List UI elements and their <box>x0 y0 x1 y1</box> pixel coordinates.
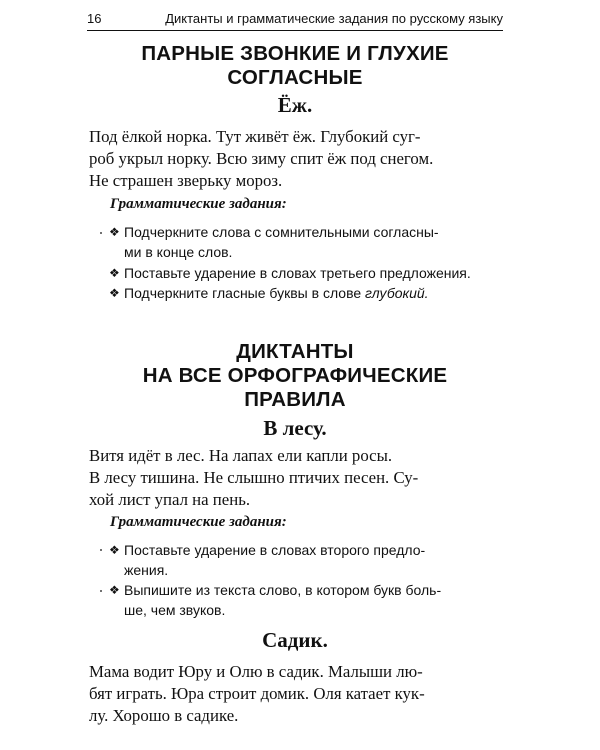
diamond-bullet-icon: ❖ <box>109 286 120 300</box>
diamond-bullet-icon: ❖ <box>109 225 120 239</box>
task-line: Поставьте ударение в словах третьего предложения. <box>124 265 471 281</box>
running-title: Диктанты и грамматические задания по русскому языку <box>165 11 503 26</box>
task-line: Выпишите из текста слово, в котором букв боль- <box>124 582 442 598</box>
diamond-bullet-icon: ❖ <box>109 266 120 280</box>
diamond-bullet-icon: ❖ <box>109 583 120 597</box>
section-title-paired-consonants <box>87 42 503 90</box>
margin-dot <box>100 232 102 234</box>
task-line: жения. <box>124 562 169 578</box>
task-line: ше, чем звуков. <box>124 602 226 618</box>
text-line: лу. Хорошо в садике. <box>89 706 239 725</box>
dictation-text-kindergarten <box>89 661 509 727</box>
section-title-all-rules <box>87 340 503 412</box>
section-title-line: ДИКТАНТЫ <box>236 340 354 363</box>
text-line: В лесу тишина. Не слышно птичих песен. Су- <box>89 468 419 487</box>
diamond-bullet-icon: ❖ <box>109 543 120 557</box>
section-title-line: НА ВСЕ ОРФОГРАФИЧЕСКИЕ <box>142 364 448 387</box>
dictation-title-forest: В лесу. <box>263 416 327 440</box>
margin-dot <box>100 590 102 592</box>
text-line: Под ёлкой норка. Тут живёт ёж. Глубокий суг- <box>89 127 421 146</box>
task-line: Поставьте ударение в словах второго предло- <box>124 542 426 558</box>
text-line: бят играть. Юра строит домик. Оля катает кук- <box>89 684 425 703</box>
tasks-heading: Грамматические задания: <box>110 514 287 530</box>
dictation-text-forest <box>89 445 509 511</box>
task-italic-word: глубокий. <box>365 285 429 301</box>
section-title-line: СОГЛАСНЫЕ <box>227 66 363 89</box>
task-line: ми в конце слов. <box>124 244 233 260</box>
text-line: Мама водит Юру и Олю в садик. Малыши лю- <box>89 662 423 681</box>
text-line: хой лист упал на пень. <box>89 490 251 509</box>
task-line: Подчеркните слова с сомнительными согласны- <box>124 224 439 240</box>
section-title-line: ПРАВИЛА <box>244 388 346 411</box>
running-header <box>87 8 503 31</box>
text-line: роб укрыл норку. Всю зиму спит ёж под снегом. <box>89 149 434 168</box>
task-line <box>124 283 429 303</box>
section-title-line: ПАРНЫЕ ЗВОНКИЕ И ГЛУХИЕ <box>141 42 449 65</box>
tasks-heading: Грамматические задания: <box>110 196 287 212</box>
page-number: 16 <box>87 11 102 26</box>
dictation-title-hedgehog: Ёж. <box>277 93 313 117</box>
task-text: Подчеркните гласные буквы в слове <box>124 285 366 301</box>
dictation-title-kindergarten: Садик. <box>262 628 328 652</box>
dictation-text-hedgehog <box>89 126 509 192</box>
text-line: Не страшен зверьку мороз. <box>89 171 283 190</box>
text-line: Витя идёт в лес. На лапах ели капли росы. <box>89 446 393 465</box>
margin-dot <box>100 549 102 551</box>
